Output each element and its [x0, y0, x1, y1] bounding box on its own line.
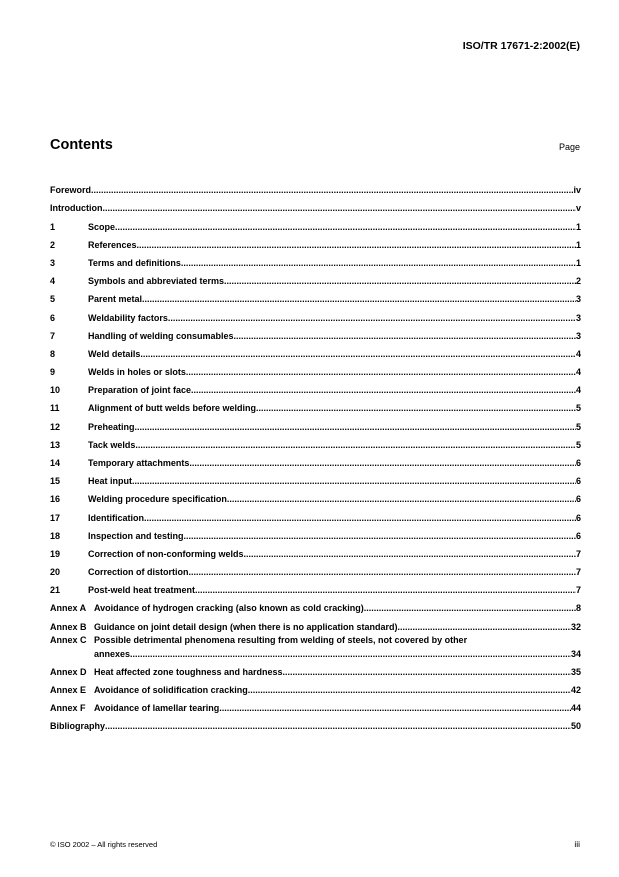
toc-entry-title: Foreword — [50, 185, 92, 196]
toc-clause-number: 3 — [50, 257, 56, 268]
toc-entry-page: 1 — [575, 221, 581, 232]
contents-heading: Contents — [50, 137, 113, 153]
toc-annex-label: Annex F — [50, 703, 86, 714]
toc-clause-number: 1 — [50, 221, 56, 232]
toc-annex-label: Annex B — [50, 621, 87, 632]
toc-dot-leader — [256, 403, 576, 413]
table-of-contents — [50, 177, 581, 731]
toc-entry-clause[interactable] — [50, 559, 581, 577]
toc-entry-title: Possible detrimental phenomena resulting from welding of steels, not covered by other — [94, 634, 468, 645]
toc-clause-number: 18 — [50, 530, 61, 541]
toc-entry-title: Avoidance of hydrogen cracking (also known as cold cracking) — [94, 603, 364, 614]
toc-dot-leader — [135, 440, 576, 450]
toc-clause-number: 4 — [50, 276, 56, 287]
toc-entry-title-continued: annexes — [94, 648, 131, 659]
toc-entry-foreword[interactable] — [50, 177, 581, 195]
toc-entry-title: Post-weld heat treatment — [88, 585, 196, 596]
toc-entry-page: 3 — [575, 294, 581, 305]
toc-entry-title: Tack welds — [88, 439, 136, 450]
toc-entry-clause[interactable] — [50, 523, 581, 541]
toc-entry-clause[interactable] — [50, 341, 581, 359]
toc-entry-annex-a[interactable] — [50, 599, 581, 613]
toc-entry-title: Correction of non-conforming welds — [88, 548, 244, 559]
toc-entry-title: Symbols and abbreviated terms — [88, 276, 225, 287]
toc-entry-page: 5 — [575, 421, 581, 432]
toc-entry-page: 34 — [570, 648, 581, 659]
toc-entry-page: 3 — [575, 330, 581, 341]
toc-entry-clause[interactable] — [50, 377, 581, 395]
toc-entry-clause[interactable] — [50, 232, 581, 250]
toc-entry-clause[interactable] — [50, 304, 581, 322]
toc-dot-leader — [186, 367, 576, 377]
toc-entry-clause[interactable] — [50, 486, 581, 504]
toc-entry-clause[interactable] — [50, 250, 581, 268]
toc-entry-title: Guidance on joint detail design (when there is no application standard) — [94, 621, 398, 632]
toc-entry-title: Weld details — [88, 348, 141, 359]
toc-entry-page: 32 — [570, 621, 581, 632]
toc-entry-page: 6 — [575, 512, 581, 523]
toc-clause-number: 21 — [50, 585, 61, 596]
toc-entry-page: 2 — [575, 276, 581, 287]
toc-entry-title: Bibliography — [50, 721, 106, 732]
toc-clause-list — [50, 213, 581, 595]
toc-entry-page: 3 — [575, 312, 581, 323]
toc-entry-title: Identification — [88, 512, 144, 523]
toc-entry-title: Introduction — [50, 203, 103, 214]
toc-entry-bibliography[interactable] — [50, 713, 581, 731]
toc-entry-page: 7 — [575, 567, 581, 578]
toc-clause-number: 13 — [50, 439, 61, 450]
toc-clause-number: 14 — [50, 458, 61, 468]
toc-dot-leader — [364, 603, 576, 613]
toc-dot-leader — [115, 222, 576, 232]
toc-clause-number: 6 — [50, 312, 56, 323]
toc-entry-clause[interactable] — [50, 450, 581, 468]
toc-dot-leader — [191, 385, 576, 395]
toc-entry-annex-e[interactable] — [50, 677, 581, 695]
toc-entry-page: 6 — [575, 530, 581, 541]
toc-dot-leader — [105, 721, 571, 731]
toc-entry-page: 42 — [570, 684, 581, 695]
toc-entry-title: Welding procedure specification — [88, 494, 227, 505]
toc-dot-leader — [144, 513, 576, 523]
toc-entry-clause[interactable] — [50, 541, 581, 559]
toc-annex-label: Annex D — [50, 666, 87, 677]
toc-entry-page: 1 — [575, 239, 581, 250]
toc-entry-title: References — [88, 239, 137, 250]
toc-entry-title: Heat input — [88, 476, 132, 487]
toc-dot-leader — [244, 549, 576, 559]
toc-entry-page: 5 — [575, 439, 581, 450]
toc-entry-title: Scope — [88, 221, 116, 232]
toc-entry-title: Weldability factors — [88, 312, 168, 323]
toc-entry-page: 7 — [575, 585, 581, 596]
toc-clause-number: 15 — [50, 476, 61, 487]
toc-entry-clause[interactable] — [50, 359, 581, 377]
toc-entry-title: Avoidance of lamellar tearing — [94, 703, 220, 714]
toc-entry-introduction[interactable] — [50, 195, 581, 213]
toc-dot-leader — [224, 276, 576, 286]
page-column-label: Page — [558, 142, 580, 152]
toc-entry-clause[interactable] — [50, 413, 581, 431]
toc-dot-leader — [137, 240, 576, 250]
toc-clause-number: 16 — [50, 494, 61, 505]
toc-entry-clause[interactable] — [50, 213, 581, 231]
toc-entry-page: 4 — [575, 348, 581, 359]
toc-dot-leader — [181, 258, 576, 268]
copyright-notice: © ISO 2002 – All rights reserved — [50, 840, 158, 849]
toc-dot-leader — [91, 185, 573, 195]
toc-entry-title: Correction of distortion — [88, 567, 189, 578]
toc-annex-label: Annex C — [50, 634, 87, 645]
toc-entry-page: 5 — [575, 403, 581, 414]
toc-entry-page: 7 — [575, 548, 581, 559]
toc-annex-label: Annex A — [50, 603, 87, 614]
document-id: ISO/TR 17671-2:2002(E) — [462, 40, 580, 52]
toc-dot-leader — [132, 476, 576, 486]
toc-annex-list — [50, 595, 581, 731]
toc-entry-page: 6 — [575, 458, 581, 468]
toc-dot-leader — [227, 494, 576, 504]
toc-dot-leader — [189, 458, 576, 468]
toc-entry-page: v — [575, 203, 581, 214]
toc-entry-title: Heat affected zone toughness and hardness — [94, 666, 283, 677]
toc-entry-annex-b[interactable] — [50, 613, 581, 631]
toc-entry-annex-f[interactable] — [50, 695, 581, 713]
toc-dot-leader — [283, 667, 571, 677]
toc-entry-title: Handling of welding consumables — [88, 330, 234, 341]
toc-entry-page: 8 — [575, 603, 581, 614]
toc-entry-title: Parent metal — [88, 294, 143, 305]
toc-dot-leader — [135, 422, 576, 432]
toc-dot-leader — [130, 649, 571, 659]
toc-dot-leader — [168, 313, 576, 323]
toc-clause-number: 9 — [50, 367, 56, 378]
toc-entry-page: iv — [573, 185, 581, 196]
toc-entry-page: 4 — [575, 385, 581, 396]
toc-entry-clause[interactable] — [50, 286, 581, 304]
toc-dot-leader — [234, 331, 576, 341]
toc-entry-clause[interactable] — [50, 323, 581, 341]
toc-entry-title: Welds in holes or slots — [88, 367, 186, 378]
toc-entry-title: Avoidance of solidification cracking — [94, 684, 248, 695]
toc-dot-leader — [219, 703, 571, 713]
toc-entry-page: 6 — [575, 494, 581, 505]
toc-entry-title: Terms and definitions — [88, 257, 181, 268]
page-number: iii — [574, 839, 580, 849]
toc-clause-number: 20 — [50, 567, 61, 578]
toc-entry-page: 1 — [575, 257, 581, 268]
toc-entry-title: Temporary attachments — [88, 458, 190, 468]
toc-clause-number: 5 — [50, 294, 56, 305]
toc-clause-number: 17 — [50, 512, 61, 523]
toc-entry-page: 4 — [575, 367, 581, 378]
toc-entry-annex-d[interactable] — [50, 659, 581, 677]
toc-dot-leader — [103, 203, 576, 213]
toc-dot-leader — [398, 622, 571, 632]
toc-entry-clause[interactable] — [50, 395, 581, 413]
toc-dot-leader — [189, 567, 576, 577]
toc-entry-clause[interactable] — [50, 504, 581, 522]
toc-dot-leader — [184, 531, 576, 541]
toc-clause-number: 10 — [50, 385, 61, 396]
toc-clause-number: 8 — [50, 348, 56, 359]
toc-dot-leader — [195, 585, 576, 595]
toc-entry-page: 44 — [570, 703, 581, 714]
toc-entry-clause[interactable] — [50, 468, 581, 486]
toc-dot-leader — [248, 685, 571, 695]
toc-entry-page: 35 — [570, 666, 581, 677]
toc-annex-label: Annex E — [50, 684, 87, 695]
toc-entry-title: Preheating — [88, 421, 135, 432]
toc-entry-page: 6 — [575, 476, 581, 487]
toc-clause-number: 11 — [50, 403, 60, 414]
toc-clause-number: 7 — [50, 330, 56, 341]
toc-entry-title: Preparation of joint face — [88, 385, 192, 396]
toc-entry-title: Alignment of butt welds before welding — [88, 403, 256, 414]
toc-clause-number: 12 — [50, 421, 61, 432]
toc-entry-page: 50 — [570, 721, 581, 732]
toc-dot-leader — [142, 294, 576, 304]
toc-entry-clause[interactable] — [50, 432, 581, 450]
toc-entry-annex-c[interactable] — [50, 632, 581, 659]
toc-clause-number: 19 — [50, 548, 61, 559]
toc-clause-number: 2 — [50, 239, 56, 250]
toc-entry-title: Inspection and testing — [88, 530, 184, 541]
toc-entry-clause[interactable] — [50, 268, 581, 286]
toc-entry-clause[interactable] — [50, 577, 581, 595]
toc-dot-leader — [140, 349, 576, 359]
